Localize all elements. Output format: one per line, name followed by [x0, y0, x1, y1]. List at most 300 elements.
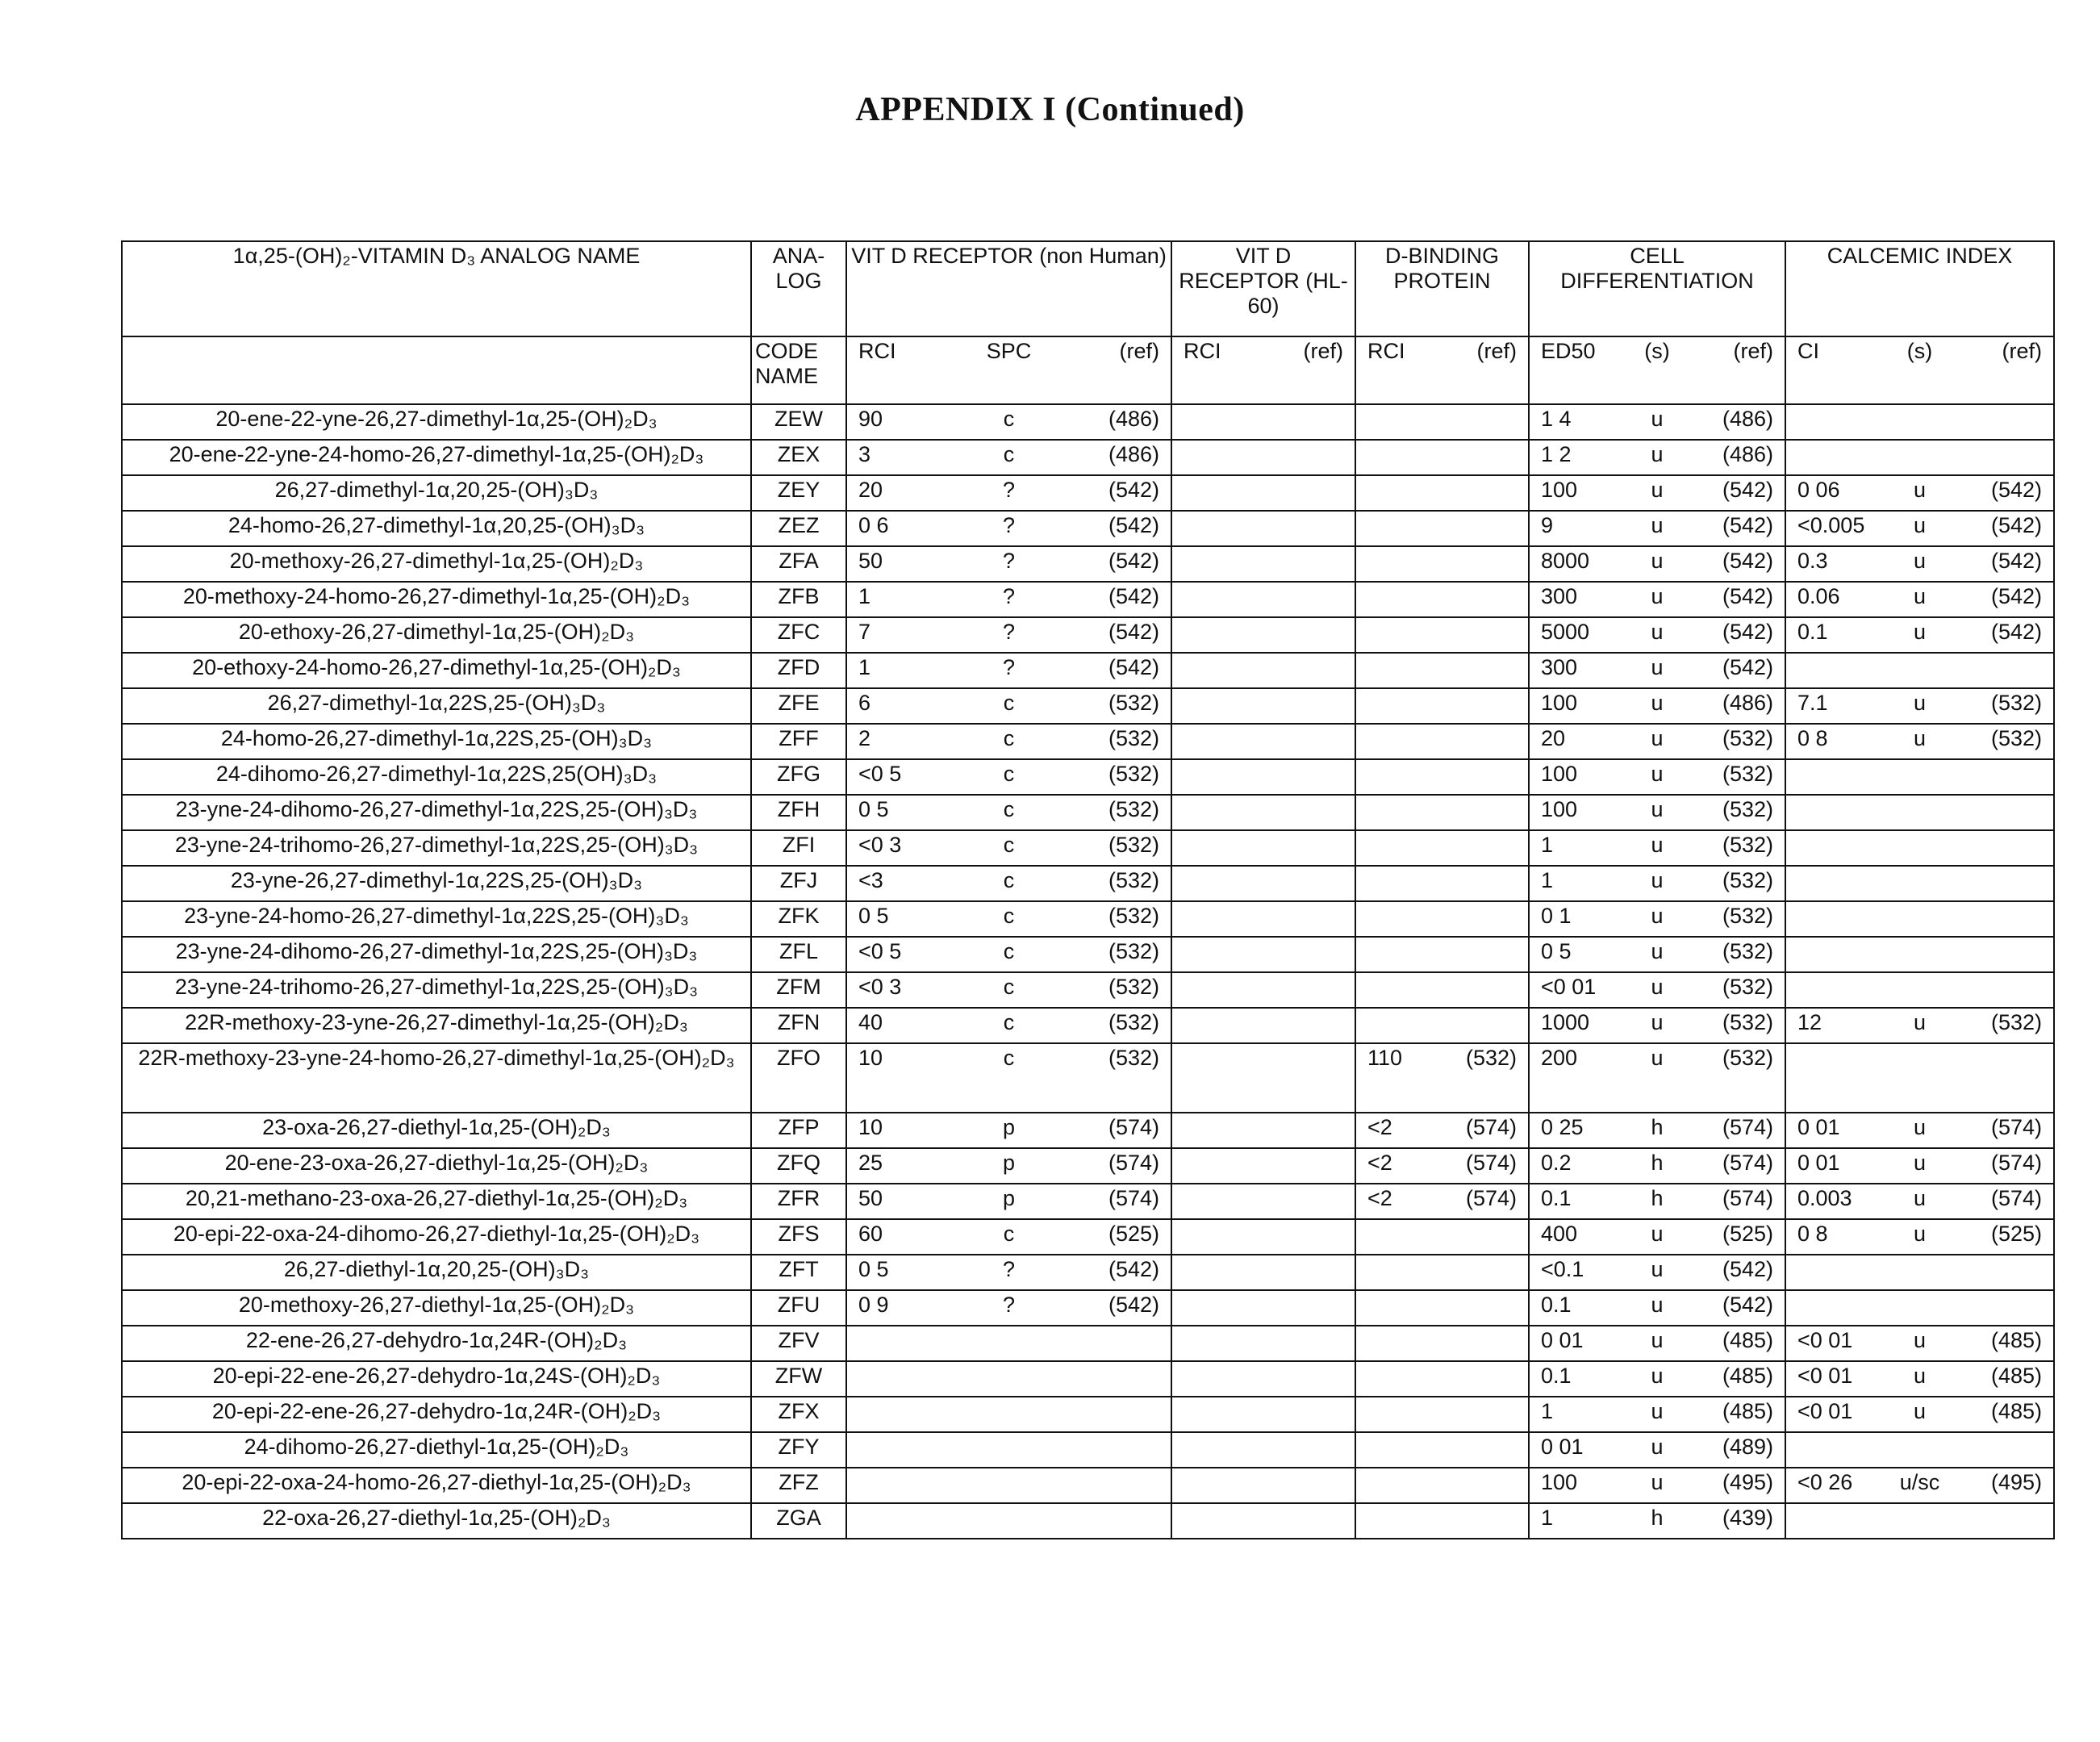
dbp-rci: <2 — [1367, 1115, 1392, 1139]
vdr-ref: (542) — [1108, 1293, 1159, 1317]
vdr-spc: c — [1003, 407, 1015, 431]
cd-ref: (525) — [1722, 1222, 1773, 1246]
header-analog-name: 1α,25-(OH)₂-VITAMIN D₃ ANALOG NAME — [122, 241, 751, 336]
ci-value: 0 8 — [1797, 1222, 1828, 1246]
cd-ed50: 0.1 — [1541, 1364, 1572, 1388]
cd-ref: (486) — [1722, 442, 1773, 466]
vdr-ref: (532) — [1108, 1046, 1159, 1070]
ci-s: u — [1913, 1186, 1927, 1210]
analog-table — [121, 240, 2055, 1539]
table-row — [122, 1148, 2054, 1184]
vdr-ref: (542) — [1108, 584, 1159, 608]
cd-s: u — [1651, 797, 1664, 821]
analog-name: 20-epi-22-ene-26,27-dehydro-1α,24R-(OH)₂D₃ — [122, 1397, 751, 1432]
cd-ed50: 5000 — [1541, 620, 1590, 644]
ci-s: u — [1913, 584, 1927, 608]
analog-name: 20-methoxy-24-homo-26,27-dimethyl-1α,25-(OH)₂D₃ — [122, 582, 751, 617]
table-row — [122, 1432, 2054, 1468]
vdr-spc: c — [1003, 691, 1015, 715]
dbp-ref: (574) — [1465, 1115, 1517, 1139]
cd-ref: (542) — [1722, 1257, 1773, 1281]
table-row — [122, 795, 2054, 830]
table-row — [122, 866, 2054, 901]
code-name: ZFT — [751, 1255, 846, 1290]
ci-ref: (542) — [1990, 620, 2042, 644]
code-name: ZFW — [751, 1361, 846, 1397]
vdr-ref: (532) — [1108, 762, 1159, 786]
cd-ed50: 0.1 — [1541, 1293, 1572, 1317]
cd-ref: (574) — [1722, 1115, 1773, 1139]
vdr-spc: c — [1003, 1046, 1015, 1070]
ci-ref: (574) — [1990, 1115, 2042, 1139]
cd-ed50: 1 2 — [1541, 442, 1572, 466]
analog-name: 26,27-diethyl-1α,20,25-(OH)₃D₃ — [122, 1255, 751, 1290]
cd-s: u — [1651, 513, 1664, 537]
sub-header-cd-s: (s) — [1644, 339, 1670, 363]
analog-name: 24-dihomo-26,27-diethyl-1α,25-(OH)₂D₃ — [122, 1432, 751, 1468]
cd-s: u — [1651, 1293, 1664, 1317]
ci-ref: (542) — [1990, 478, 2042, 502]
cd-s: u — [1651, 1046, 1664, 1070]
analog-name: 23-yne-26,27-dimethyl-1α,22S,25-(OH)₃D₃ — [122, 866, 751, 901]
vdr-ref: (532) — [1108, 868, 1159, 892]
dbp-rci: <2 — [1367, 1151, 1392, 1175]
ci-s: u — [1913, 549, 1927, 573]
cd-ref: (542) — [1722, 655, 1773, 679]
cd-ed50: 1 — [1541, 868, 1554, 892]
ci-value: 0 8 — [1797, 726, 1828, 750]
dbp-ref: (574) — [1465, 1186, 1517, 1210]
cd-ref: (532) — [1722, 904, 1773, 928]
cd-ref: (439) — [1722, 1506, 1773, 1530]
vdr-spc: ? — [1002, 513, 1015, 537]
cd-s: u — [1651, 1010, 1664, 1034]
cd-ref: (532) — [1722, 868, 1773, 892]
vdr-ref: (574) — [1108, 1186, 1159, 1210]
vdr-ref: (542) — [1108, 513, 1159, 537]
vdr-spc: p — [1002, 1186, 1015, 1210]
ci-ref: (542) — [1990, 513, 2042, 537]
vdr-spc: c — [1003, 726, 1015, 750]
vdr-spc: ? — [1002, 549, 1015, 573]
table-row — [122, 1503, 2054, 1539]
cd-s: h — [1651, 1115, 1664, 1139]
cd-ed50: 1 — [1541, 833, 1554, 857]
code-name: ZFZ — [751, 1468, 846, 1503]
vdr-rci: <3 — [858, 868, 883, 892]
cd-ref: (542) — [1722, 513, 1773, 537]
dbp-ref: (574) — [1465, 1151, 1517, 1175]
vdr-spc: ? — [1002, 620, 1015, 644]
sub-header-ci: CI — [1797, 339, 1819, 363]
vdr-spc: c — [1003, 939, 1015, 963]
analog-name: 23-yne-24-dihomo-26,27-dimethyl-1α,22S,25-(OH)₃D₃ — [122, 795, 751, 830]
cd-ed50: 0.2 — [1541, 1151, 1572, 1175]
ci-ref: (542) — [1990, 584, 2042, 608]
cd-ed50: 100 — [1541, 797, 1578, 821]
vdr-ref: (486) — [1108, 442, 1159, 466]
analog-name: 23-oxa-26,27-diethyl-1α,25-(OH)₂D₃ — [122, 1113, 751, 1148]
analog-name: 22R-methoxy-23-yne-26,27-dimethyl-1α,25-(OH)₂D₃ — [122, 1008, 751, 1043]
code-name: ZFU — [751, 1290, 846, 1326]
cd-s: u — [1651, 1470, 1664, 1494]
code-name: ZFA — [751, 546, 846, 582]
header-dbp: D-BINDING PROTEIN — [1355, 241, 1529, 336]
vdr-rci: <0 3 — [858, 975, 902, 999]
vdr-spc: c — [1003, 975, 1015, 999]
ci-ref: (485) — [1990, 1364, 2042, 1388]
dbp-rci: <2 — [1367, 1186, 1392, 1210]
table-row — [122, 1255, 2054, 1290]
vdr-ref: (542) — [1108, 620, 1159, 644]
cd-s: h — [1651, 1151, 1664, 1175]
table-row — [122, 759, 2054, 795]
vdr-rci: 0 6 — [858, 513, 889, 537]
vdr-rci: 0 5 — [858, 797, 889, 821]
cd-ed50: 0 01 — [1541, 1435, 1584, 1459]
code-name: ZFR — [751, 1184, 846, 1219]
ci-s: u — [1913, 1222, 1927, 1246]
ci-ref: (485) — [1990, 1399, 2042, 1423]
ci-s: u — [1913, 620, 1927, 644]
analog-name: 23-yne-24-trihomo-26,27-dimethyl-1α,22S,25-(OH)₃D₃ — [122, 830, 751, 866]
cd-ref: (486) — [1722, 407, 1773, 431]
cd-ed50: 400 — [1541, 1222, 1578, 1246]
ci-s: u — [1913, 513, 1927, 537]
code-name: ZFD — [751, 653, 846, 688]
code-name: ZFH — [751, 795, 846, 830]
sub-header-row — [122, 336, 2054, 404]
vdr-spc: c — [1003, 442, 1015, 466]
cd-ref: (574) — [1722, 1186, 1773, 1210]
analog-name: 24-dihomo-26,27-dimethyl-1α,22S,25(OH)₃D₃ — [122, 759, 751, 795]
analog-name: 20-ene-23-oxa-26,27-diethyl-1α,25-(OH)₂D₃ — [122, 1148, 751, 1184]
code-name: ZFP — [751, 1113, 846, 1148]
cd-ref: (485) — [1722, 1399, 1773, 1423]
ci-s: u — [1913, 691, 1927, 715]
vdr-ref: (542) — [1108, 655, 1159, 679]
vdr-rci: 1 — [858, 584, 871, 608]
vdr-spc: c — [1003, 904, 1015, 928]
cd-ed50: 0.1 — [1541, 1186, 1572, 1210]
vdr-ref: (532) — [1108, 1010, 1159, 1034]
ci-s: u — [1913, 1010, 1927, 1034]
vdr-spc: ? — [1002, 1257, 1015, 1281]
cd-ed50: 200 — [1541, 1046, 1578, 1070]
cd-s: u — [1651, 1399, 1664, 1423]
cd-s: u — [1651, 549, 1664, 573]
vdr-spc: c — [1003, 1010, 1015, 1034]
cd-ed50: 100 — [1541, 478, 1578, 502]
vdr-rci: 7 — [858, 620, 871, 644]
header-vdr-nonhuman: VIT D RECEPTOR (non Human) — [846, 241, 1171, 336]
analog-name: 23-yne-24-trihomo-26,27-dimethyl-1α,22S,25-(OH)₃D₃ — [122, 972, 751, 1008]
code-name: ZEZ — [751, 511, 846, 546]
cd-s: u — [1651, 407, 1664, 431]
dbp-ref: (532) — [1465, 1046, 1517, 1070]
table-row — [122, 582, 2054, 617]
vdr-ref: (542) — [1108, 549, 1159, 573]
analog-name: 20-ene-22-yne-24-homo-26,27-dimethyl-1α,25-(OH)₂D₃ — [122, 440, 751, 475]
vdr-rci: 1 — [858, 655, 871, 679]
cd-ed50: 1 — [1541, 1399, 1554, 1423]
header-analog: ANA-LOG — [751, 241, 846, 336]
sub-header-blank — [122, 336, 751, 404]
cd-ref: (542) — [1722, 1293, 1773, 1317]
vdr-rci: 3 — [858, 442, 871, 466]
table-row — [122, 1397, 2054, 1432]
ci-value: 0.003 — [1797, 1186, 1852, 1210]
table-row — [122, 972, 2054, 1008]
cd-s: u — [1651, 1257, 1664, 1281]
vdr-ref: (542) — [1108, 478, 1159, 502]
code-name: ZFG — [751, 759, 846, 795]
vdr-ref: (532) — [1108, 797, 1159, 821]
vdr-spc: c — [1003, 833, 1015, 857]
table-row — [122, 475, 2054, 511]
sub-header-ci-ref: (ref) — [2002, 339, 2042, 363]
analog-name: 20-ene-22-yne-26,27-dimethyl-1α,25-(OH)₂D₃ — [122, 404, 751, 440]
table-row — [122, 1008, 2054, 1043]
vdr-rci: 0 5 — [858, 904, 889, 928]
cd-ref: (532) — [1722, 1010, 1773, 1034]
table-row — [122, 1326, 2054, 1361]
cd-s: u — [1651, 478, 1664, 502]
cd-s: u — [1651, 584, 1664, 608]
sub-header-dbp-ref: (ref) — [1476, 339, 1517, 363]
cd-ref: (532) — [1722, 939, 1773, 963]
ci-value: <0 01 — [1797, 1328, 1853, 1352]
ci-value: 0 01 — [1797, 1151, 1840, 1175]
vdr-ref: (532) — [1108, 691, 1159, 715]
vdr-ref: (532) — [1108, 726, 1159, 750]
cd-ed50: 100 — [1541, 762, 1578, 786]
cd-ref: (574) — [1722, 1151, 1773, 1175]
vdr-spc: p — [1002, 1151, 1015, 1175]
cd-ref: (532) — [1722, 1046, 1773, 1070]
cd-s: u — [1651, 726, 1664, 750]
cd-ref: (486) — [1722, 691, 1773, 715]
vdr-rci: 40 — [858, 1010, 883, 1034]
vdr-spc: p — [1002, 1115, 1015, 1139]
analog-name: 24-homo-26,27-dimethyl-1α,22S,25-(OH)₃D₃ — [122, 724, 751, 759]
analog-name: 20,21-methano-23-oxa-26,27-diethyl-1α,25-(OH)₂D₃ — [122, 1184, 751, 1219]
vdr-rci: 50 — [858, 1186, 883, 1210]
header-cell-diff: CELL DIFFERENTIATION — [1529, 241, 1785, 336]
vdr-ref: (542) — [1108, 1257, 1159, 1281]
ci-value: 0.06 — [1797, 584, 1840, 608]
cd-s: u — [1651, 655, 1664, 679]
table-body — [122, 404, 2054, 1539]
sub-header-hl60-ref: (ref) — [1303, 339, 1343, 363]
sub-header-vdr-spc: SPC — [986, 339, 1032, 363]
vdr-rci: 90 — [858, 407, 883, 431]
vdr-rci: 10 — [858, 1115, 883, 1139]
code-name: ZFF — [751, 724, 846, 759]
cd-ref: (489) — [1722, 1435, 1773, 1459]
table-row — [122, 546, 2054, 582]
table-row — [122, 830, 2054, 866]
analog-name: 26,27-dimethyl-1α,22S,25-(OH)₃D₃ — [122, 688, 751, 724]
ci-s: u — [1913, 1399, 1927, 1423]
vdr-spc: c — [1003, 797, 1015, 821]
analog-name: 20-epi-22-oxa-24-dihomo-26,27-diethyl-1α,25-(OH)₂D₃ — [122, 1219, 751, 1255]
code-name: ZFC — [751, 617, 846, 653]
ci-s: u — [1913, 1115, 1927, 1139]
vdr-ref: (532) — [1108, 904, 1159, 928]
analog-name: 26,27-dimethyl-1α,20,25-(OH)₃D₃ — [122, 475, 751, 511]
vdr-ref: (532) — [1108, 975, 1159, 999]
ci-s: u — [1913, 726, 1927, 750]
table-row — [122, 1113, 2054, 1148]
code-name: ZFB — [751, 582, 846, 617]
code-name: ZFK — [751, 901, 846, 937]
ci-value: <0 01 — [1797, 1364, 1853, 1388]
cd-s: u — [1651, 868, 1664, 892]
ci-s: u — [1913, 1328, 1927, 1352]
vdr-rci: 6 — [858, 691, 871, 715]
ci-value: <0 26 — [1797, 1470, 1853, 1494]
ci-ref: (532) — [1990, 726, 2042, 750]
vdr-spc: ? — [1002, 478, 1015, 502]
cd-s: u — [1651, 939, 1664, 963]
vdr-spc: ? — [1002, 584, 1015, 608]
ci-ref: (532) — [1990, 691, 2042, 715]
table-row — [122, 404, 2054, 440]
table-row — [122, 937, 2054, 972]
cd-ed50: 0 5 — [1541, 939, 1572, 963]
vdr-ref: (574) — [1108, 1151, 1159, 1175]
table-row — [122, 1361, 2054, 1397]
vdr-rci: 20 — [858, 478, 883, 502]
code-name: ZEW — [751, 404, 846, 440]
cd-s: h — [1651, 1186, 1664, 1210]
cd-ref: (532) — [1722, 762, 1773, 786]
code-name: ZGA — [751, 1503, 846, 1539]
cd-ref: (532) — [1722, 726, 1773, 750]
header-calcemic: CALCEMIC INDEX — [1785, 241, 2054, 336]
cd-s: u — [1651, 1364, 1664, 1388]
table-row — [122, 1184, 2054, 1219]
sub-header-code: CODE NAME — [751, 336, 846, 404]
ci-value: <0.005 — [1797, 513, 1865, 537]
ci-value: 0 01 — [1797, 1115, 1840, 1139]
cd-s: u — [1651, 1222, 1664, 1246]
table-row — [122, 688, 2054, 724]
cd-ed50: 1000 — [1541, 1010, 1590, 1034]
cd-ed50: 100 — [1541, 691, 1578, 715]
sub-header-hl60-rci: RCI — [1184, 339, 1221, 363]
code-name: ZFQ — [751, 1148, 846, 1184]
ci-s: u — [1913, 1364, 1927, 1388]
cd-ref: (532) — [1722, 797, 1773, 821]
cd-ref: (485) — [1722, 1328, 1773, 1352]
cd-ed50: 20 — [1541, 726, 1566, 750]
analog-name: 20-epi-22-oxa-24-homo-26,27-diethyl-1α,25-(OH)₂D₃ — [122, 1468, 751, 1503]
code-name: ZFY — [751, 1432, 846, 1468]
table-row — [122, 1468, 2054, 1503]
ci-value: 0 06 — [1797, 478, 1840, 502]
cd-ed50: 300 — [1541, 655, 1578, 679]
ci-value: 7.1 — [1797, 691, 1828, 715]
dbp-rci: 110 — [1367, 1046, 1403, 1070]
cd-ed50: 1 4 — [1541, 407, 1572, 431]
cd-ref: (532) — [1722, 975, 1773, 999]
cd-ed50: 9 — [1541, 513, 1554, 537]
analog-name: 23-yne-24-dihomo-26,27-dimethyl-1α,22S,25-(OH)₃D₃ — [122, 937, 751, 972]
vdr-ref: (574) — [1108, 1115, 1159, 1139]
table-row — [122, 901, 2054, 937]
vdr-rci: 50 — [858, 549, 883, 573]
analog-name: 20-methoxy-26,27-dimethyl-1α,25-(OH)₂D₃ — [122, 546, 751, 582]
analog-name: 20-methoxy-26,27-diethyl-1α,25-(OH)₂D₃ — [122, 1290, 751, 1326]
vdr-spc: c — [1003, 868, 1015, 892]
cd-ed50: 0 01 — [1541, 1328, 1584, 1352]
analog-name: 22-oxa-26,27-diethyl-1α,25-(OH)₂D₃ — [122, 1503, 751, 1539]
vdr-rci: <0 3 — [858, 833, 902, 857]
analog-name: 20-ethoxy-24-homo-26,27-dimethyl-1α,25-(OH)₂D₃ — [122, 653, 751, 688]
cd-s: u — [1651, 762, 1664, 786]
cd-s: u — [1651, 833, 1664, 857]
sub-header-vdr-rci: RCI — [858, 339, 896, 363]
cd-ed50: 300 — [1541, 584, 1578, 608]
code-name: ZEX — [751, 440, 846, 475]
cd-ref: (495) — [1722, 1470, 1773, 1494]
vdr-rci: 25 — [858, 1151, 883, 1175]
analog-name: 24-homo-26,27-dimethyl-1α,20,25-(OH)₃D₃ — [122, 511, 751, 546]
code-name: ZFS — [751, 1219, 846, 1255]
ci-s: u/sc — [1899, 1470, 1940, 1494]
ci-ref: (525) — [1990, 1222, 2042, 1246]
cd-s: u — [1651, 1328, 1664, 1352]
code-name: ZFJ — [751, 866, 846, 901]
cd-ed50: 1 — [1541, 1506, 1554, 1530]
code-name: ZFO — [751, 1043, 846, 1113]
group-header-row — [122, 241, 2054, 336]
cd-ref: (532) — [1722, 833, 1773, 857]
cd-ed50: 8000 — [1541, 549, 1590, 573]
vdr-rci: 0 5 — [858, 1257, 889, 1281]
sub-header-cd-ref: (ref) — [1733, 339, 1773, 363]
table-row — [122, 1290, 2054, 1326]
cd-ed50: 0 1 — [1541, 904, 1572, 928]
ci-ref: (542) — [1990, 549, 2042, 573]
cd-s: u — [1651, 620, 1664, 644]
code-name: ZFM — [751, 972, 846, 1008]
vdr-spc: c — [1003, 762, 1015, 786]
header-vdr-hl60: VIT D RECEPTOR (HL-60) — [1171, 241, 1355, 336]
analog-name: 20-epi-22-ene-26,27-dehydro-1α,24S-(OH)₂D₃ — [122, 1361, 751, 1397]
code-name: ZEY — [751, 475, 846, 511]
vdr-rci: <0 5 — [858, 939, 902, 963]
cd-ed50: 100 — [1541, 1470, 1578, 1494]
table-row — [122, 1219, 2054, 1255]
vdr-rci: 2 — [858, 726, 871, 750]
vdr-ref: (532) — [1108, 833, 1159, 857]
ci-ref: (485) — [1990, 1328, 2042, 1352]
ci-ref: (574) — [1990, 1186, 2042, 1210]
cd-s: u — [1651, 975, 1664, 999]
vdr-spc: ? — [1002, 655, 1015, 679]
sub-header-cd-ed50: ED50 — [1541, 339, 1596, 363]
sub-header-dbp-rci: RCI — [1367, 339, 1405, 363]
vdr-rci: 0 9 — [858, 1293, 889, 1317]
sub-header-vdr-ref: (ref) — [1119, 339, 1159, 363]
table-row — [122, 653, 2054, 688]
ci-value: <0 01 — [1797, 1399, 1853, 1423]
code-name: ZFL — [751, 937, 846, 972]
code-name: ZFN — [751, 1008, 846, 1043]
